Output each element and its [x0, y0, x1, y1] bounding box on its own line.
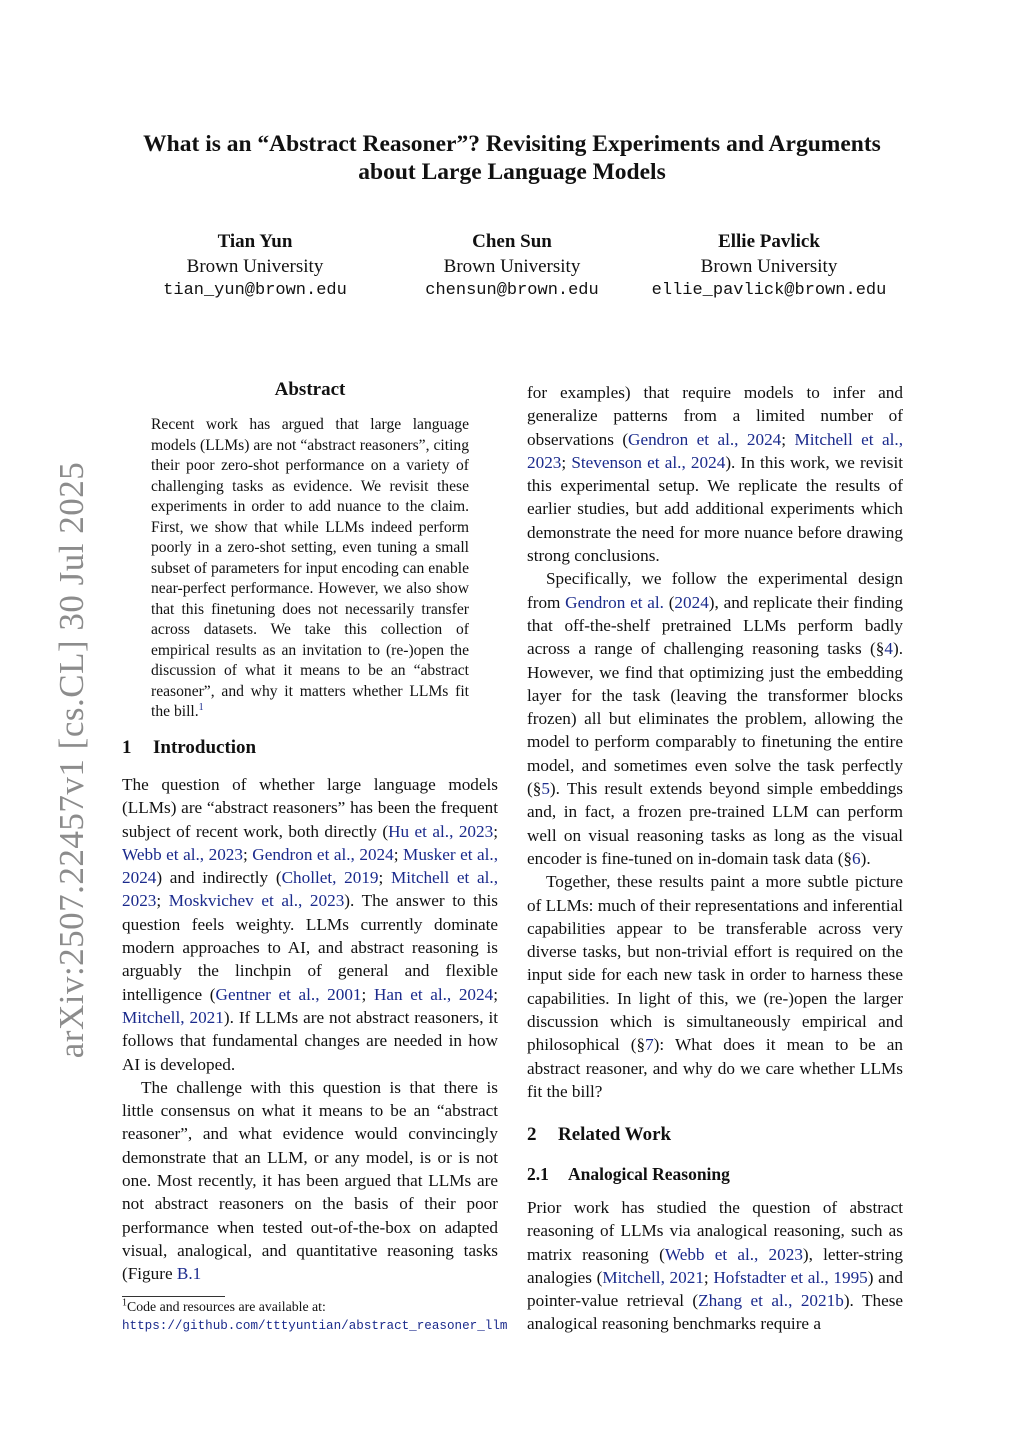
abstract-body [151, 415, 469, 723]
citation-link[interactable]: Mitchell et al., 2023 [527, 429, 904, 472]
author-block-2 [382, 230, 642, 304]
section-title: Related Work [558, 1124, 672, 1145]
intro-paragraph-2-start: The challenge with this question is that there is little consensus on what it means to be an “abstract reasoner”, and what evidence would convincingly demonstrate that an LLM, or any model, is or is not one. Most recently, it has been argued that LLMs are not abstract reasoners on the basis of their poor performance when tested out-of-the-box on adapted visual, analogical, and quantitative reasoning tasks (Figure B.1 [122, 1077, 498, 1284]
citation-link[interactable]: Stevenson et al., 2024 [571, 452, 726, 472]
citation-link[interactable]: Hu et al., 2023 [388, 821, 494, 841]
citation-link[interactable]: Webb et al., 2023 [122, 844, 243, 864]
related-paragraph-1: Prior work has studied the question of abstract reasoning of LLMs via analogical reasoning, such as matrix reasoning (Webb et al., 2023), letter-string analogies (Mitchell, 2021; Hofstadter et al., 1995) and pointer-value retrieval (Zhang et al., 2021b). These analogical reasoning benchmarks require a [527, 1198, 904, 1334]
author-affiliation: Brown University [443, 255, 581, 277]
citation-link[interactable]: 2024 [674, 592, 709, 612]
subsection-number: 2.1 [527, 1164, 549, 1184]
figure-link[interactable]: B.1 [176, 1264, 202, 1284]
citation-link[interactable]: Gendron et al. [565, 592, 664, 612]
intro-paragraph-4: Together, these results paint a more subtle picture of LLMs: much of their representations and inferential capabilities appear to be transferable across very diverse tasks, but non-trivial effort is required on the input side for each new task in order to harness these capabilities. In light of this, we (re-)open the larger discussion which is simultaneously empirical and philosophical (§7): What does it mean to be an abstract reasoner, and why do we care whether LLMs fit the bill? [527, 872, 904, 1101]
author-affiliation: Brown University [700, 255, 838, 277]
citation-link[interactable]: Mitchell, 2021 [122, 1007, 224, 1027]
author-name: Chen Sun [472, 231, 552, 252]
citation-link[interactable]: Moskvichev et al., 2023 [168, 891, 345, 911]
title-line-2: about Large Language Models [358, 159, 666, 185]
intro-paragraph-1: The question of whether large language models (LLMs) are “abstract reasoners” has been the frequent subject of recent work, both directly (Hu et al., 2023; Webb et al., 2023; Gendron et al., 2024; Musker et al., 2024) and indirectly (Chollet, 2019; Mitchell et al., 2023; Moskvichev et al., 2023). The answer to this question feels weighty. LLMs currently dominate modern approaches to AI, and abstract reasoning is arguably the linchpin of general and flexible intelligence (Gentner et al., 2001; Han et al., 2024; Mitchell, 2021). If LLMs are not abstract reasoners, it follows that fundamental changes are needed in how AI is developed. [122, 775, 499, 1074]
subsection-heading-analogical-reasoning [527, 1164, 730, 1185]
footnote-link[interactable]: 1 [198, 701, 204, 713]
citation-link[interactable]: Webb et al., 2023 [664, 1244, 803, 1264]
author-block-3 [639, 230, 899, 304]
author-email: chensun@brown.edu [425, 281, 599, 300]
section-link[interactable]: 7 [645, 1035, 654, 1055]
section-number: 1 [122, 737, 132, 758]
section-heading-introduction [122, 737, 256, 759]
intro-paragraph-2-continued: for examples) that require models to infer and generalize patterns from a limited number of observations (Gendron et al., 2024; Mitchell et al., 2023; Stevenson et al., 2024). In this work, we revisit this experimental setup. We replicate the results of earlier studies, but add additional experiments which demonstrate the need for more nuance before drawing strong conclusions. [527, 383, 904, 566]
arxiv-identifier-stamp: arXiv:2507.22457v1 [cs.CL] 30 Jul 2025 [52, 461, 91, 1059]
code-repository-link[interactable]: https://github.com/tttyuntian/abstract_reasoner_llm [122, 1319, 508, 1333]
author-block-1 [125, 230, 385, 304]
footnote-divider [122, 1296, 225, 1297]
paper-title [110, 130, 914, 186]
title-line-1: What is an “Abstract Reasoner”? Revisiting Experiments and Arguments [143, 131, 881, 157]
author-name: Tian Yun [217, 231, 293, 252]
citation-link[interactable]: Han et al., 2024 [373, 984, 494, 1004]
section-link[interactable]: 5 [541, 779, 550, 799]
author-affiliation: Brown University [186, 255, 324, 277]
author-email: tian_yun@brown.edu [163, 281, 347, 300]
author-name: Ellie Pavlick [718, 231, 820, 252]
citation-link[interactable]: Mitchell, 2021 [602, 1267, 704, 1287]
left-column-text [122, 773, 498, 1286]
intro-paragraph-3: Specifically, we follow the experimental design from Gendron et al. (2024), and replicate their finding that off-the-shelf pretrained LLMs perform badly across a range of challenging reasoning tasks (§4). However, we find that optimizing just the embedding layer for the task (leaving the transformer blocks frozen) all but eliminates the problem, allowing the model to perform comparably to finetuning the entire model, and sometimes even solve the task perfectly (§5). This result extends beyond simple embeddings and, in fact, a frozen pre-trained LLM can perform well on visual reasoning tasks as long as the visual encoder is fine-tuned on in-domain task data (§6). [527, 569, 903, 868]
citation-link[interactable]: Gendron et al., 2024 [252, 844, 394, 864]
right-column-text [527, 381, 903, 1103]
section-link[interactable]: 6 [852, 848, 861, 868]
footnote-mark: 1 [122, 1297, 127, 1309]
citation-link[interactable]: Chollet, 2019 [281, 868, 379, 888]
section-number: 2 [527, 1124, 537, 1145]
section-title: Introduction [153, 737, 257, 758]
section-link[interactable]: 4 [884, 639, 893, 659]
related-work-text [527, 1196, 903, 1336]
citation-link[interactable]: Gentner et al., 2001 [215, 984, 362, 1004]
footnote [122, 1298, 512, 1335]
abstract-text: Recent work has argued that large language models (LLMs) are not “abstract reasoners”, citing their poor zero-shot performance on a variety of challenging tasks as evidence. We revisit these experiments in order to add nuance to the claim. First, we show that while LLMs indeed perform poorly in a zero-shot setting, even tuning a small subset of parameters for input encoding can enable near-perfect performance. However, we also show that this finetuning does not necessarily transfer across datasets. We take this collection of empirical results as an invitation to (re-)open the discussion of what it means to be an “abstract reasoner”, and why it matters whether LLMs fit the bill. [151, 416, 469, 720]
citation-link[interactable]: Gendron et al., 2024 [628, 429, 782, 449]
footnote-text: Code and resources are available at: [127, 1299, 326, 1314]
author-email: ellie_pavlick@brown.edu [651, 281, 887, 300]
citation-link[interactable]: Musker et al., 2024 [122, 844, 498, 888]
abstract-heading: Abstract [274, 379, 346, 400]
subsection-title: Analogical Reasoning [568, 1164, 730, 1184]
citation-link[interactable]: Zhang et al., 2021b [698, 1291, 844, 1311]
section-heading-related-work [527, 1124, 671, 1146]
citation-link[interactable]: Hofstadter et al., 1995 [713, 1267, 868, 1287]
citation-link[interactable]: Mitchell et al., 2023 [122, 868, 499, 911]
